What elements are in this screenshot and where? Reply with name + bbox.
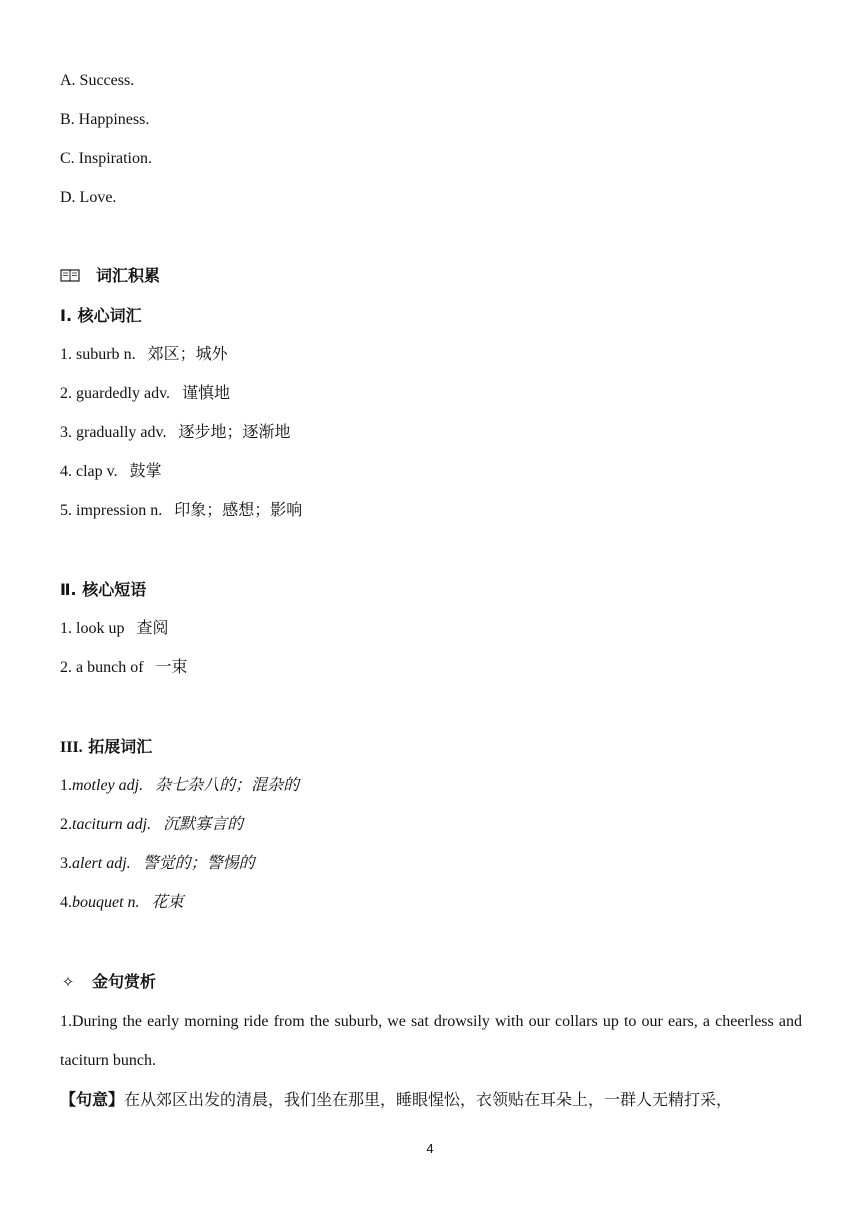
page-number: 4 — [426, 1141, 434, 1156]
core-word-item: 3. gradually adv. 逐步地；逐渐地 — [60, 424, 291, 441]
core-phrases-heading: Ⅱ. 核心短语 — [60, 580, 147, 599]
option-d: D. Love. — [60, 189, 117, 206]
core-word-item: 4. clap v. 鼓掌 — [60, 463, 162, 480]
option-c: C. Inspiration. — [60, 150, 152, 167]
option-a: A. Success. — [60, 72, 135, 89]
four-point-star-icon: ✧ — [61, 973, 75, 991]
meaning-text: 在从郊区出发的清晨，我们坐在那里，睡眼惺忪，衣领贴在耳朵上，一群人无精打采， — [124, 1092, 733, 1109]
core-word-item: 2. guardedly adv. 谨慎地 — [60, 385, 231, 402]
core-words-heading: Ⅰ. 核心词汇 — [60, 306, 142, 325]
sentence-1-meaning — [60, 1089, 802, 1112]
extended-word-item: 1.motley adj. 杂七杂八的；混杂的 — [60, 777, 300, 794]
sentences-section-title: ✧ 金句赏析 — [61, 972, 157, 991]
extended-word-item: 4.bouquet n. 花束 — [60, 894, 184, 911]
option-b: B. Happiness. — [60, 111, 150, 128]
vocab-section-title — [60, 265, 160, 287]
extended-words-heading: III. 拓展词汇 — [60, 737, 153, 756]
meaning-label: 【句意】 — [60, 1090, 125, 1109]
open-book-icon — [60, 268, 80, 282]
core-phrase-item: 1. look up 查阅 — [60, 620, 169, 637]
vocab-title-text: 词汇积累 — [96, 266, 161, 285]
extended-word-item: 3.alert adj. 警觉的；警惕的 — [60, 855, 255, 872]
core-word-item: 1. suburb n. 郊区；城外 — [60, 346, 228, 363]
sentence-1: 1.During the early morning ride from the suburb, we sat drowsily with our collars up to our ears, a cheerless and taciturn bunch. — [60, 1013, 802, 1069]
extended-word-item: 2.taciturn adj. 沉默寡言的 — [60, 816, 244, 833]
core-phrase-item: 2. a bunch of 一束 — [60, 659, 188, 676]
core-word-item: 5. impression n. 印象；感想；影响 — [60, 502, 303, 519]
